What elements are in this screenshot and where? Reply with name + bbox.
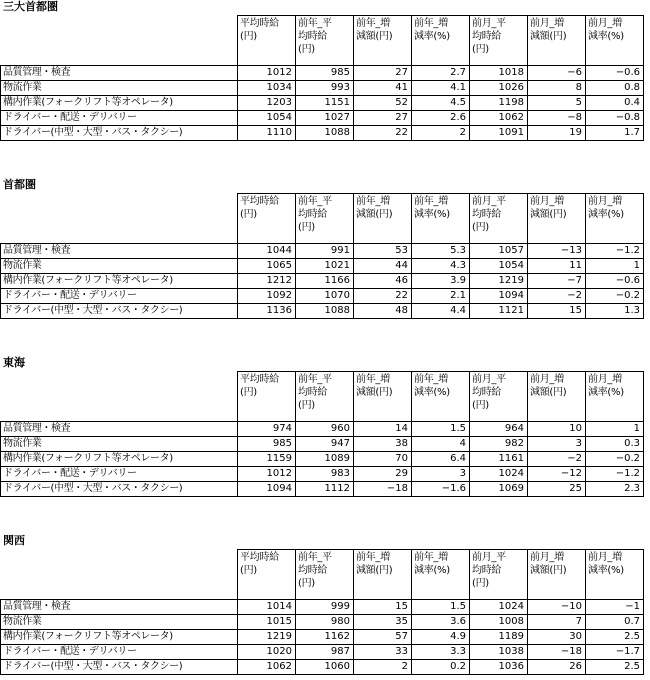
value-cell: 52 bbox=[354, 96, 412, 111]
value-cell: 4.5 bbox=[412, 96, 470, 111]
value-cell: 1062 bbox=[238, 660, 296, 675]
job-category-label: 品質管理・検査 bbox=[1, 244, 238, 259]
table-row bbox=[1, 81, 644, 96]
job-category-label: ドライバー・配送・デリバリー bbox=[1, 645, 238, 660]
value-cell: 2.5 bbox=[586, 630, 644, 645]
value-cell: 5 bbox=[528, 96, 586, 111]
value-cell: 0.4 bbox=[586, 96, 644, 111]
value-cell: 1110 bbox=[238, 126, 296, 141]
value-cell: 7 bbox=[528, 615, 586, 630]
job-category-label: ドライバー・配送・デリバリー bbox=[1, 467, 238, 482]
column-header: 前年_増 減率(%) bbox=[412, 372, 470, 422]
job-category-label: ドライバー・配送・デリバリー bbox=[1, 111, 238, 126]
value-cell: 1162 bbox=[296, 630, 354, 645]
job-category-label: ドライバー(中型・大型・バス・タクシー) bbox=[1, 126, 238, 141]
header-blank-cell bbox=[1, 372, 238, 422]
table-row bbox=[1, 467, 644, 482]
column-header: 前月_平 均時給 (円) bbox=[470, 550, 528, 600]
value-cell: 1159 bbox=[238, 452, 296, 467]
job-category-label: 構内作業(フォークリフト等オペレータ) bbox=[1, 274, 238, 289]
value-cell: 1151 bbox=[296, 96, 354, 111]
value-cell: 1024 bbox=[470, 600, 528, 615]
value-cell: 1034 bbox=[238, 81, 296, 96]
value-cell: −6 bbox=[528, 66, 586, 81]
wage-table bbox=[0, 193, 644, 319]
column-header: 前年_増 減率(%) bbox=[412, 194, 470, 244]
value-cell: 1027 bbox=[296, 111, 354, 126]
job-category-label: 構内作業(フォークリフト等オペレータ) bbox=[1, 96, 238, 111]
value-cell: 983 bbox=[296, 467, 354, 482]
header-row bbox=[1, 372, 644, 422]
column-header: 平均時給 (円) bbox=[238, 372, 296, 422]
column-header: 前月_増 減率(%) bbox=[586, 16, 644, 66]
table-row bbox=[1, 111, 644, 126]
value-cell: 987 bbox=[296, 645, 354, 660]
value-cell: 10 bbox=[528, 422, 586, 437]
value-cell: −13 bbox=[528, 244, 586, 259]
value-cell: 1024 bbox=[470, 467, 528, 482]
value-cell: 2 bbox=[354, 660, 412, 675]
table-row bbox=[1, 660, 644, 675]
value-cell: 6.4 bbox=[412, 452, 470, 467]
value-cell: 982 bbox=[470, 437, 528, 452]
value-cell: 1166 bbox=[296, 274, 354, 289]
value-cell: 3.9 bbox=[412, 274, 470, 289]
value-cell: 1015 bbox=[238, 615, 296, 630]
value-cell: 19 bbox=[528, 126, 586, 141]
value-cell: 0.2 bbox=[412, 660, 470, 675]
value-cell: 4.4 bbox=[412, 304, 470, 319]
value-cell: 2.7 bbox=[412, 66, 470, 81]
value-cell: 1054 bbox=[470, 259, 528, 274]
value-cell: 8 bbox=[528, 81, 586, 96]
value-cell: 3.6 bbox=[412, 615, 470, 630]
value-cell: 53 bbox=[354, 244, 412, 259]
value-cell: −7 bbox=[528, 274, 586, 289]
job-category-label: 物流作業 bbox=[1, 615, 238, 630]
table-row bbox=[1, 289, 644, 304]
value-cell: 1094 bbox=[238, 482, 296, 497]
column-header: 前年_増 減額(円) bbox=[354, 194, 412, 244]
value-cell: 1092 bbox=[238, 289, 296, 304]
job-category-label: ドライバー(中型・大型・バス・タクシー) bbox=[1, 482, 238, 497]
column-header: 前月_平 均時給 (円) bbox=[470, 16, 528, 66]
column-header: 前月_増 減額(円) bbox=[528, 372, 586, 422]
value-cell: 35 bbox=[354, 615, 412, 630]
value-cell: 1044 bbox=[238, 244, 296, 259]
value-cell: 26 bbox=[528, 660, 586, 675]
value-cell: 29 bbox=[354, 467, 412, 482]
value-cell: 15 bbox=[528, 304, 586, 319]
value-cell: 1026 bbox=[470, 81, 528, 96]
value-cell: 1198 bbox=[470, 96, 528, 111]
column-header: 前月_増 減率(%) bbox=[586, 372, 644, 422]
column-header: 前月_増 減額(円) bbox=[528, 194, 586, 244]
value-cell: 974 bbox=[238, 422, 296, 437]
value-cell: 1161 bbox=[470, 452, 528, 467]
value-cell: −1.2 bbox=[586, 244, 644, 259]
column-header: 前月_増 減率(%) bbox=[586, 194, 644, 244]
value-cell: −1.2 bbox=[586, 467, 644, 482]
value-cell: 1219 bbox=[238, 630, 296, 645]
value-cell: 33 bbox=[354, 645, 412, 660]
column-header: 前年_平 均時給 (円) bbox=[296, 194, 354, 244]
value-cell: 2.6 bbox=[412, 111, 470, 126]
value-cell: 1.5 bbox=[412, 600, 470, 615]
column-header: 平均時給 (円) bbox=[238, 16, 296, 66]
wage-table bbox=[0, 549, 644, 675]
value-cell: 5.3 bbox=[412, 244, 470, 259]
column-header: 前月_増 減率(%) bbox=[586, 550, 644, 600]
value-cell: 1069 bbox=[470, 482, 528, 497]
value-cell: 985 bbox=[238, 437, 296, 452]
column-header: 前月_平 均時給 (円) bbox=[470, 372, 528, 422]
column-header: 前年_平 均時給 (円) bbox=[296, 372, 354, 422]
value-cell: 1060 bbox=[296, 660, 354, 675]
job-category-label: 構内作業(フォークリフト等オペレータ) bbox=[1, 452, 238, 467]
value-cell: −0.6 bbox=[586, 66, 644, 81]
table-row bbox=[1, 437, 644, 452]
value-cell: −12 bbox=[528, 467, 586, 482]
value-cell: 1 bbox=[586, 259, 644, 274]
column-header: 前年_増 減額(円) bbox=[354, 372, 412, 422]
job-category-label: 物流作業 bbox=[1, 81, 238, 96]
header-blank-cell bbox=[1, 550, 238, 600]
wage-table bbox=[0, 371, 644, 497]
value-cell: 1088 bbox=[296, 304, 354, 319]
value-cell: 1094 bbox=[470, 289, 528, 304]
column-header: 平均時給 (円) bbox=[238, 550, 296, 600]
value-cell: 44 bbox=[354, 259, 412, 274]
value-cell: −0.8 bbox=[586, 111, 644, 126]
table-row bbox=[1, 630, 644, 645]
column-header: 前年_平 均時給 (円) bbox=[296, 550, 354, 600]
header-row bbox=[1, 194, 644, 244]
value-cell: 25 bbox=[528, 482, 586, 497]
value-cell: −10 bbox=[528, 600, 586, 615]
value-cell: 1121 bbox=[470, 304, 528, 319]
job-category-label: ドライバー・配送・デリバリー bbox=[1, 289, 238, 304]
region-title: 東海 bbox=[3, 356, 25, 369]
value-cell: 985 bbox=[296, 66, 354, 81]
value-cell: 2.5 bbox=[586, 660, 644, 675]
value-cell: 4.1 bbox=[412, 81, 470, 96]
value-cell: 0.7 bbox=[586, 615, 644, 630]
job-category-label: 物流作業 bbox=[1, 437, 238, 452]
value-cell: 964 bbox=[470, 422, 528, 437]
table-row bbox=[1, 615, 644, 630]
value-cell: 1091 bbox=[470, 126, 528, 141]
table-row bbox=[1, 259, 644, 274]
value-cell: −2 bbox=[528, 452, 586, 467]
value-cell: −0.2 bbox=[586, 289, 644, 304]
value-cell: −1.7 bbox=[586, 645, 644, 660]
region-title: 関西 bbox=[3, 534, 25, 547]
value-cell: 0.3 bbox=[586, 437, 644, 452]
value-cell: 1.3 bbox=[586, 304, 644, 319]
value-cell: 3.3 bbox=[412, 645, 470, 660]
value-cell: 48 bbox=[354, 304, 412, 319]
value-cell: 2.1 bbox=[412, 289, 470, 304]
table-row bbox=[1, 244, 644, 259]
value-cell: −18 bbox=[354, 482, 412, 497]
value-cell: 1088 bbox=[296, 126, 354, 141]
value-cell: −0.6 bbox=[586, 274, 644, 289]
job-category-label: ドライバー(中型・大型・バス・タクシー) bbox=[1, 304, 238, 319]
value-cell: 0.8 bbox=[586, 81, 644, 96]
value-cell: 1136 bbox=[238, 304, 296, 319]
value-cell: 1065 bbox=[238, 259, 296, 274]
value-cell: 4.3 bbox=[412, 259, 470, 274]
value-cell: 1089 bbox=[296, 452, 354, 467]
value-cell: 46 bbox=[354, 274, 412, 289]
job-category-label: 構内作業(フォークリフト等オペレータ) bbox=[1, 630, 238, 645]
job-category-label: 物流作業 bbox=[1, 259, 238, 274]
header-blank-cell bbox=[1, 16, 238, 66]
table-row bbox=[1, 600, 644, 615]
value-cell: 947 bbox=[296, 437, 354, 452]
value-cell: 27 bbox=[354, 111, 412, 126]
header-row bbox=[1, 550, 644, 600]
table-row bbox=[1, 645, 644, 660]
value-cell: 1.7 bbox=[586, 126, 644, 141]
value-cell: 991 bbox=[296, 244, 354, 259]
value-cell: 1008 bbox=[470, 615, 528, 630]
value-cell: 30 bbox=[528, 630, 586, 645]
region-title: 三大首都圏 bbox=[3, 0, 58, 13]
table-row bbox=[1, 126, 644, 141]
value-cell: 1219 bbox=[470, 274, 528, 289]
value-cell: 1054 bbox=[238, 111, 296, 126]
value-cell: 70 bbox=[354, 452, 412, 467]
value-cell: 4 bbox=[412, 437, 470, 452]
value-cell: 4.9 bbox=[412, 630, 470, 645]
value-cell: 1021 bbox=[296, 259, 354, 274]
table-row bbox=[1, 96, 644, 111]
value-cell: 2.3 bbox=[586, 482, 644, 497]
value-cell: 1018 bbox=[470, 66, 528, 81]
header-blank-cell bbox=[1, 194, 238, 244]
value-cell: −1 bbox=[586, 600, 644, 615]
value-cell: −0.2 bbox=[586, 452, 644, 467]
value-cell: −2 bbox=[528, 289, 586, 304]
job-category-label: 品質管理・検査 bbox=[1, 422, 238, 437]
value-cell: 1112 bbox=[296, 482, 354, 497]
value-cell: −8 bbox=[528, 111, 586, 126]
table-row bbox=[1, 452, 644, 467]
table-row bbox=[1, 422, 644, 437]
value-cell: 1070 bbox=[296, 289, 354, 304]
column-header: 前年_増 減額(円) bbox=[354, 550, 412, 600]
table-row bbox=[1, 66, 644, 81]
value-cell: 41 bbox=[354, 81, 412, 96]
value-cell: −1.6 bbox=[412, 482, 470, 497]
job-category-label: 品質管理・検査 bbox=[1, 66, 238, 81]
value-cell: 11 bbox=[528, 259, 586, 274]
value-cell: 22 bbox=[354, 289, 412, 304]
value-cell: 2 bbox=[412, 126, 470, 141]
column-header: 前年_増 減率(%) bbox=[412, 16, 470, 66]
table-row bbox=[1, 482, 644, 497]
job-category-label: 品質管理・検査 bbox=[1, 600, 238, 615]
value-cell: 1012 bbox=[238, 467, 296, 482]
column-header: 前月_平 均時給 (円) bbox=[470, 194, 528, 244]
region-title: 首都圏 bbox=[3, 178, 36, 191]
value-cell: 14 bbox=[354, 422, 412, 437]
header-row bbox=[1, 16, 644, 66]
job-category-label: ドライバー(中型・大型・バス・タクシー) bbox=[1, 660, 238, 675]
column-header: 前年_増 減率(%) bbox=[412, 550, 470, 600]
value-cell: 999 bbox=[296, 600, 354, 615]
value-cell: −18 bbox=[528, 645, 586, 660]
value-cell: 1038 bbox=[470, 645, 528, 660]
table-row bbox=[1, 304, 644, 319]
value-cell: 1036 bbox=[470, 660, 528, 675]
value-cell: 1212 bbox=[238, 274, 296, 289]
value-cell: 57 bbox=[354, 630, 412, 645]
column-header: 前月_増 減額(円) bbox=[528, 16, 586, 66]
value-cell: 1057 bbox=[470, 244, 528, 259]
value-cell: 993 bbox=[296, 81, 354, 96]
value-cell: 980 bbox=[296, 615, 354, 630]
value-cell: 1.5 bbox=[412, 422, 470, 437]
value-cell: 1014 bbox=[238, 600, 296, 615]
value-cell: 1020 bbox=[238, 645, 296, 660]
value-cell: 1189 bbox=[470, 630, 528, 645]
column-header: 平均時給 (円) bbox=[238, 194, 296, 244]
value-cell: 3 bbox=[412, 467, 470, 482]
table-row bbox=[1, 274, 644, 289]
column-header: 前月_増 減額(円) bbox=[528, 550, 586, 600]
value-cell: 1 bbox=[586, 422, 644, 437]
value-cell: 960 bbox=[296, 422, 354, 437]
value-cell: 1012 bbox=[238, 66, 296, 81]
value-cell: 15 bbox=[354, 600, 412, 615]
value-cell: 22 bbox=[354, 126, 412, 141]
value-cell: 1203 bbox=[238, 96, 296, 111]
value-cell: 38 bbox=[354, 437, 412, 452]
value-cell: 27 bbox=[354, 66, 412, 81]
column-header: 前年_増 減額(円) bbox=[354, 16, 412, 66]
column-header: 前年_平 均時給 (円) bbox=[296, 16, 354, 66]
wage-table bbox=[0, 15, 644, 141]
value-cell: 1062 bbox=[470, 111, 528, 126]
value-cell: 3 bbox=[528, 437, 586, 452]
